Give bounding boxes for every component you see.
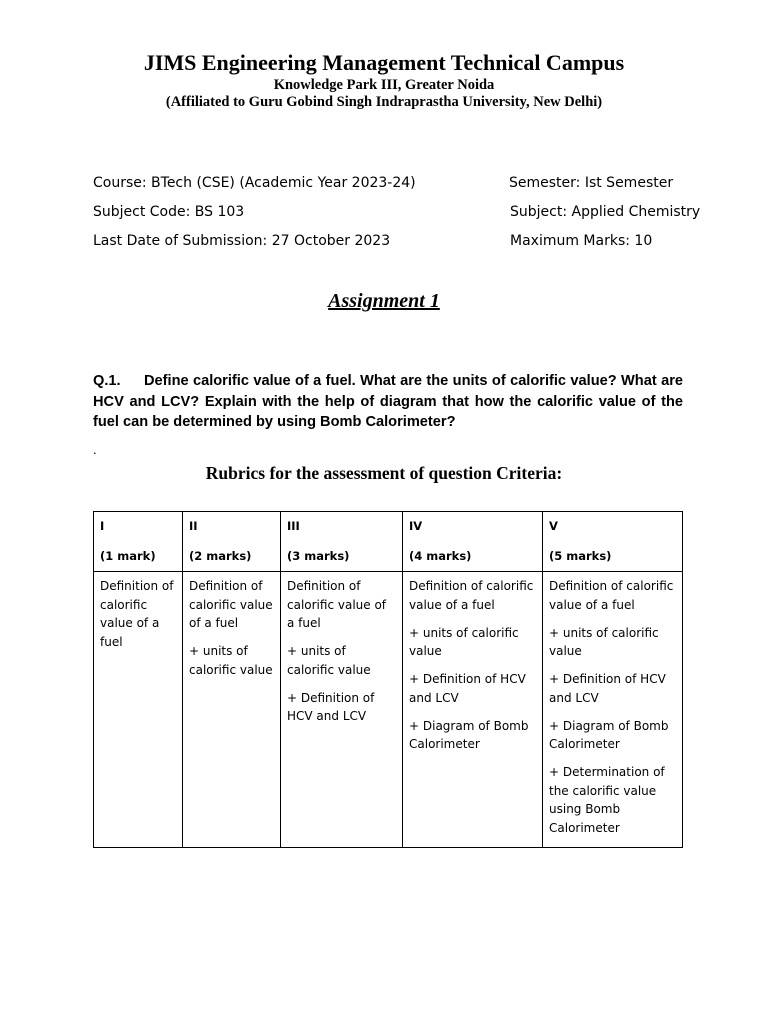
criteria-item: + units of calorific value (189, 644, 273, 677)
level-label: IV (409, 519, 423, 533)
question-block (93, 371, 683, 433)
last-date-label: Last Date of Submission: 27 October 2023 (93, 233, 391, 249)
criteria-item: + Determination of the calorific value using Bomb Calorimeter (549, 765, 665, 835)
marks-label: (2 marks) (189, 548, 252, 563)
max-marks-label: Maximum Marks: 10 (510, 233, 653, 249)
rubric-header-cell (403, 512, 543, 572)
rubric-header-cell (543, 512, 683, 572)
marks-label: (3 marks) (287, 548, 350, 563)
question-number: Q.1. (93, 373, 121, 389)
criteria-item: + units of calorific value (549, 625, 659, 658)
criteria-item: Definition of calorific value of a fuel (287, 579, 387, 630)
institute-address: Knowledge Park III, Greater Noida (273, 77, 495, 93)
marks-label: (4 marks) (409, 548, 472, 563)
rubric-table (93, 511, 683, 848)
criteria-item: Definition of calorific value of a fuel (100, 579, 174, 649)
marks-label: (1 mark) (100, 548, 156, 563)
course-label: Course: BTech (CSE) (Academic Year 2023-24) (93, 175, 416, 191)
subject-code-label: Subject Code: BS 103 (93, 204, 245, 220)
criteria-item: + Definition of HCV and LCV (287, 690, 375, 723)
criteria-item: + Definition of HCV and LCV (549, 672, 666, 705)
question-text: Define calorific value of a fuel. What are the units of calorific value? What are HCV and LCV? Explain with the help of diagram that how the calorific value of the fuel can be determined by using Bomb Calorimeter? (93, 373, 683, 430)
rubric-criteria-cell (403, 572, 543, 848)
marks-label: (5 marks) (549, 548, 612, 563)
rubric-criteria-cell (543, 572, 683, 848)
level-label: III (287, 519, 300, 533)
stray-mark: . (93, 442, 97, 457)
criteria-item: Definition of calorific value of a fuel (549, 579, 674, 612)
semester-label: Semester: Ist Semester (509, 175, 674, 191)
criteria-item: Definition of calorific value of a fuel (189, 579, 273, 630)
rubric-header-row (94, 512, 683, 572)
level-label: V (549, 519, 558, 533)
institute-name: JIMS Engineering Management Technical Campus (143, 50, 625, 75)
rubric-criteria-row (94, 572, 683, 848)
criteria-item: + Diagram of Bomb Calorimeter (409, 718, 529, 751)
level-label: II (189, 519, 198, 533)
rubric-title: Rubrics for the assessment of question Criteria: (205, 463, 563, 483)
rubric-header-cell (183, 512, 281, 572)
rubric-criteria-cell (183, 572, 281, 848)
assignment-title: Assignment 1 (328, 290, 440, 312)
rubric-header-cell (94, 512, 183, 572)
rubric-criteria-cell (281, 572, 403, 848)
rubric-criteria-cell (94, 572, 183, 848)
rubric-header-cell (281, 512, 403, 572)
criteria-item: + Definition of HCV and LCV (409, 672, 526, 705)
criteria-item: + Diagram of Bomb Calorimeter (549, 718, 669, 751)
criteria-item: Definition of calorific value of a fuel (409, 579, 534, 612)
subject-label: Subject: Applied Chemistry (510, 204, 701, 220)
level-label: I (100, 519, 105, 533)
criteria-item: + units of calorific value (409, 625, 519, 658)
institute-affiliation: (Affiliated to Guru Gobind Singh Indraprastha University, New Delhi) (165, 94, 603, 110)
criteria-item: + units of calorific value (287, 644, 371, 677)
